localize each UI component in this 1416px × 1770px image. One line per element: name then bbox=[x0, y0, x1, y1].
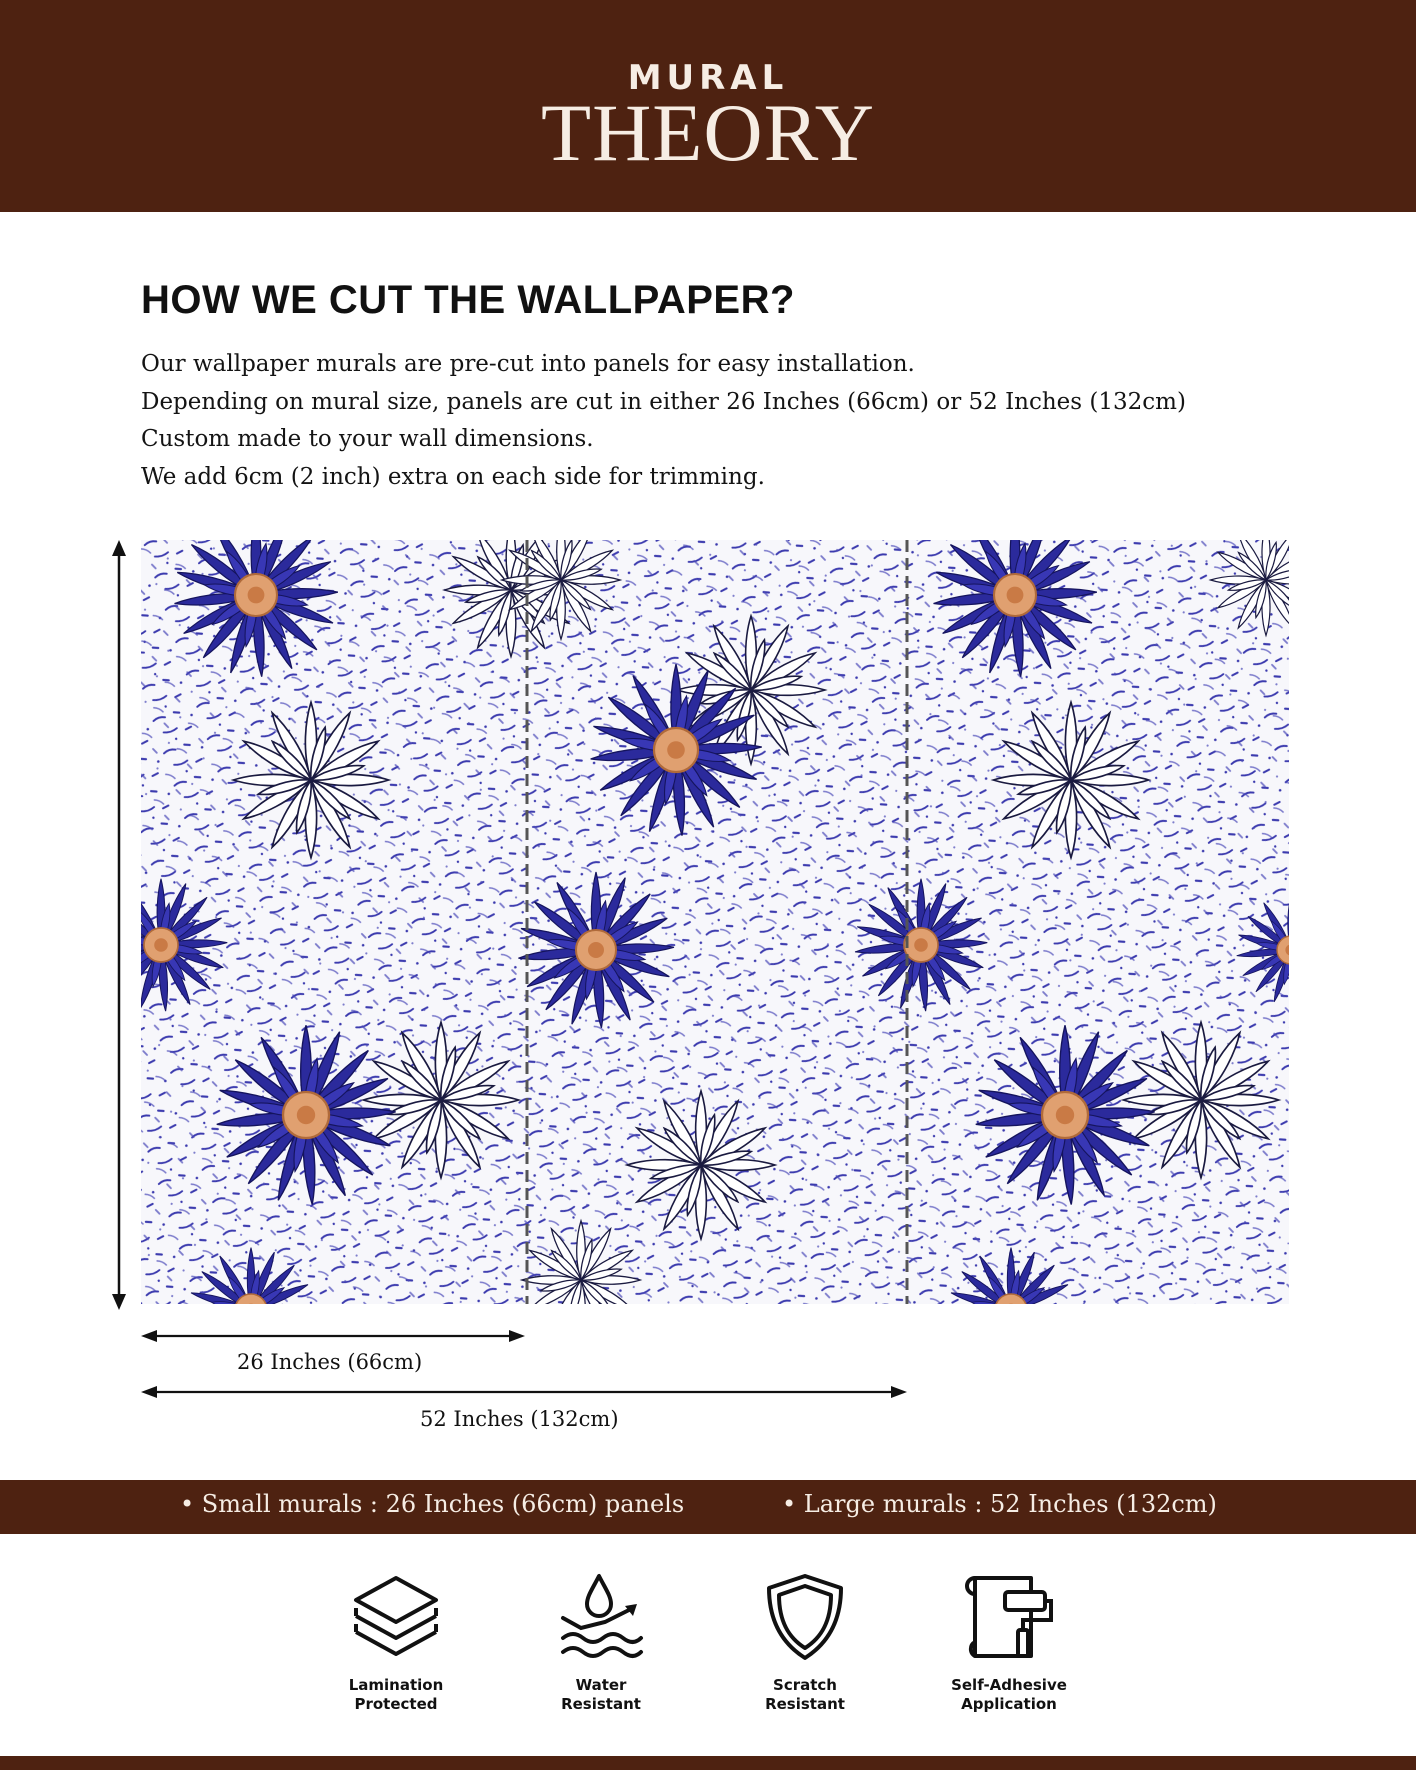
large-murals-info: • Large murals : 52 Inches (132cm) bbox=[782, 1490, 1217, 1518]
feature-label: Resistant bbox=[561, 1695, 641, 1713]
intro-line: Custom made to your wall dimensions. bbox=[141, 426, 594, 452]
feature-scratch bbox=[715, 1572, 895, 1714]
logo-line-mural: MURAL bbox=[627, 58, 789, 98]
feature-label: Scratch bbox=[773, 1676, 837, 1694]
footer-band bbox=[0, 1756, 1416, 1770]
width-arrow-large bbox=[141, 1382, 907, 1402]
feature-lamination bbox=[306, 1572, 486, 1714]
feature-label: Protected bbox=[354, 1695, 438, 1713]
feature-label: Application bbox=[961, 1695, 1057, 1713]
feature-label: Resistant bbox=[765, 1695, 845, 1713]
mural-preview bbox=[141, 540, 1289, 1304]
feature-water bbox=[511, 1572, 691, 1714]
feature-label: Water bbox=[575, 1676, 627, 1694]
feature-label: Self-Adhesive bbox=[951, 1676, 1067, 1694]
intro-text bbox=[141, 346, 1301, 496]
water-drop-icon bbox=[553, 1572, 649, 1662]
dimension-label-large: 52 Inches (132cm) bbox=[420, 1407, 619, 1431]
paint-roller-icon bbox=[961, 1572, 1057, 1662]
brand-header bbox=[0, 0, 1416, 212]
dimension-label-small: 26 Inches (66cm) bbox=[237, 1350, 423, 1374]
intro-line: Depending on mural size, panels are cut in either 26 Inches (66cm) or 52 Inches (132cm) bbox=[141, 388, 1186, 415]
logo-line-theory: THEORY bbox=[541, 87, 875, 178]
width-arrow-small bbox=[141, 1326, 525, 1346]
page-title: HOW WE CUT THE WALLPAPER? bbox=[141, 278, 795, 322]
shield-icon bbox=[757, 1572, 853, 1662]
intro-line: We add 6cm (2 inch) extra on each side for trimming. bbox=[141, 463, 765, 490]
size-info-band bbox=[0, 1480, 1416, 1534]
layers-icon bbox=[348, 1572, 444, 1662]
height-arrow bbox=[108, 540, 130, 1310]
feature-label: Lamination bbox=[348, 1676, 444, 1694]
small-murals-info: • Small murals : 26 Inches (66cm) panels bbox=[180, 1490, 685, 1518]
intro-line: Our wallpaper murals are pre-cut into panels for easy installation. bbox=[141, 351, 915, 377]
feature-self-adhesive bbox=[919, 1572, 1099, 1714]
